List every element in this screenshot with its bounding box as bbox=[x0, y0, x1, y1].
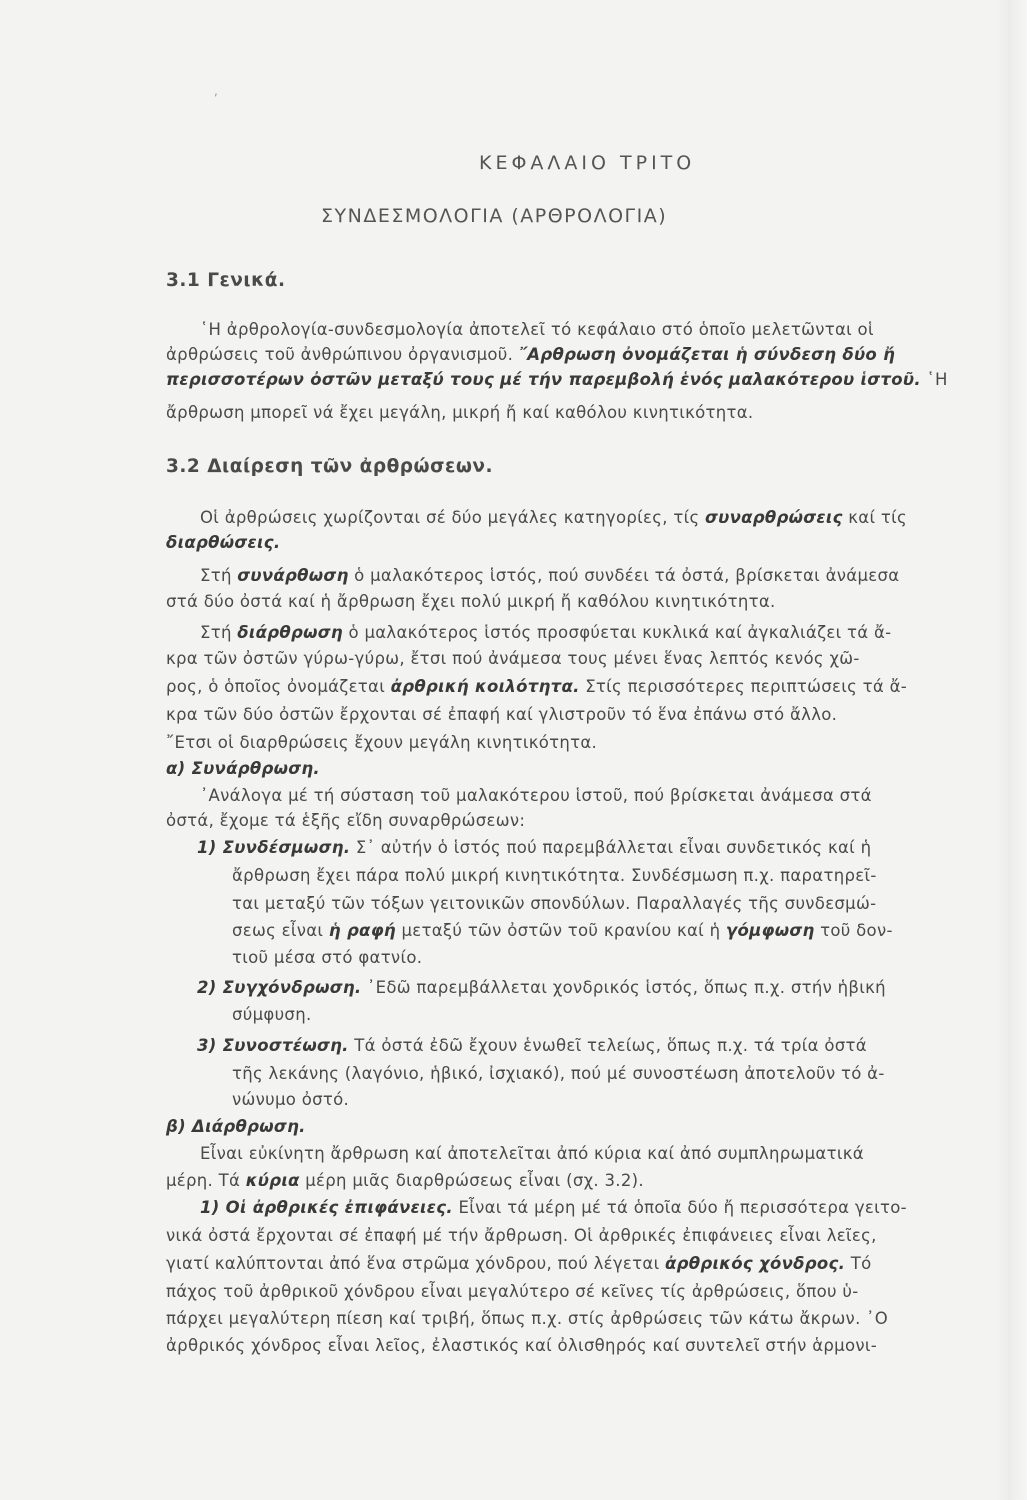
paragraph-line: πάρχει μεγαλύτερη πίεση καί τριβή, ὅπως π.χ. στίς ἀρθρώσεις τῶν κάτω ἄκρων. ᾿Ο bbox=[166, 1309, 888, 1328]
paragraph-line: ἀρθρικός χόνδρος εἶναι λεῖος, ἐλαστικός καί ὀλισθηρός καί συντελεῖ στήν ἁρμονι- bbox=[166, 1336, 878, 1355]
list-item: 1) Συνδέσμωση. Σ᾿ αὐτήν ὁ ἱστός πού παρεμβάλλεται εἶναι συνδετικός καί ἡ bbox=[197, 838, 872, 857]
section-3-1-heading: 3.1 Γενικά. bbox=[166, 270, 286, 291]
paragraph-line: στά δύο ὀστά καί ἡ ἄρθρωση ἔχει πολύ μικρή ἤ καθόλου κινητικότητα. bbox=[166, 592, 776, 611]
term-emphasis: ἀρθρική κοιλότητα. bbox=[390, 677, 580, 696]
list-term: 2) Συγχόνδρωση. bbox=[197, 978, 362, 997]
term-emphasis: διαρθώσεις. bbox=[166, 533, 281, 552]
definition-emphasis: περισσοτέρων ὀστῶν μεταξύ τους μέ τήν παρεμβολή ἑνός μαλακότερου ἱστοῦ. bbox=[166, 370, 921, 389]
list-item: 1) Οἱ ἀρθρικές ἐπιφάνειες. Εἶναι τά μέρη μέ τά ὁποῖα δύο ἤ περισσότερα γειτο- bbox=[200, 1198, 907, 1217]
list-item: 3) Συνοστέωση. Τά ὀστά ἐδῶ ἔχουν ἑνωθεῖ τελείως, ὅπως π.χ. τά τρία ὀστά bbox=[197, 1036, 867, 1055]
paragraph-line: μέρη. Τά κύρια μέρη μιᾶς διαρθρώσεως εἶναι (σχ. 3.2). bbox=[166, 1171, 644, 1190]
paragraph-line: σύμφυση. bbox=[232, 1005, 312, 1024]
term-emphasis: ἡ ραφή bbox=[328, 921, 396, 940]
paragraph-line: γιατί καλύπτονται ἀπό ἕνα στρῶμα χόνδρου, πού λέγεται ἀρθρικός χόνδρος. Τό bbox=[166, 1254, 872, 1273]
paragraph-line: ῎Ετσι οἱ διαρθρώσεις ἔχουν μεγάλη κινητικότητα. bbox=[166, 733, 598, 752]
paragraph-line: Στή συνάρθωση ὁ μαλακότερος ἱστός, πού συνδέει τά ὀστά, βρίσκεται ἀνάμεσα bbox=[200, 566, 900, 585]
subsection-b-heading: β) Διάρθρωση. bbox=[166, 1117, 306, 1136]
paragraph-line: Εἶναι εὐκίνητη ἄρθρωση καί ἀποτελεῖται ἀπό κύρια καί ἀπό συμπληρωματικά bbox=[200, 1144, 864, 1163]
term-emphasis: διάρθρωση bbox=[237, 623, 343, 642]
scan-mark: , bbox=[214, 84, 218, 98]
term-emphasis: κύρια bbox=[245, 1171, 300, 1190]
paragraph-line: ᾿Ανάλογα μέ τή σύσταση τοῦ μαλακότερου ἱστοῦ, πού βρίσκεται ἀνάμεσα στά bbox=[200, 786, 872, 805]
paragraph-line: ἄρθρωση μπορεῖ νά ἔχει μεγάλη, μικρή ἤ καί καθόλου κινητικότητα. bbox=[166, 403, 754, 422]
term-emphasis: συναρθρώσεις bbox=[705, 508, 843, 527]
paragraph-line: κρα τῶν δύο ὀστῶν ἔρχονται σέ ἐπαφή καί γλιστροῦν τό ἕνα ἐπάνω στό ἄλλο. bbox=[166, 705, 838, 724]
term-emphasis: ἀρθρικός χόνδρος. bbox=[665, 1254, 846, 1273]
section-3-2-heading: 3.2 Διαίρεση τῶν ἀρθρώσεων. bbox=[166, 456, 494, 477]
list-term: 1) Οἱ ἀρθρικές ἐπιφάνειες. bbox=[200, 1198, 453, 1217]
paragraph-line: ἀρθρώσεις τοῦ ἀνθρώπινου ὀργανισμοῦ. ῎Αρθρωση ὀνομάζεται ἡ σύνδεση δύο ἤ bbox=[166, 345, 896, 364]
paragraph-line: ἄρθρωση ἔχει πάρα πολύ μικρή κινητικότητα. Συνδέσμωση π.χ. παρατηρεῖ- bbox=[232, 866, 877, 885]
subsection-a-heading: α) Συνάρθρωση. bbox=[166, 759, 320, 778]
chapter-title: ΣΥΝΔΕΣΜΟΛΟΓΙΑ (ΑΡΘΡΟΛΟΓΙΑ) bbox=[321, 205, 668, 227]
paragraph-line: ὀστά, ἔχομε τά ἑξῆς εἴδη συναρθρώσεων: bbox=[166, 811, 526, 830]
paragraph-line: σεως εἶναι ἡ ραφή μεταξύ τῶν ὀστῶν τοῦ κρανίου καί ἡ γόμφωση τοῦ δον- bbox=[232, 921, 893, 940]
paragraph-line: πάχος τοῦ ἀρθρικοῦ χόνδρου εἶναι μεγαλύτερο σέ κεῖνες τίς ἀρθρώσεις, ὅπου ὑ- bbox=[166, 1282, 859, 1301]
paragraph-line bbox=[166, 531, 280, 554]
paragraph-line: κρα τῶν ὀστῶν γύρω-γύρω, ἔτσι πού ἀνάμεσα τους μένει ἕνας λεπτός κενός χῶ- bbox=[166, 649, 860, 668]
paragraph-line: περισσοτέρων ὀστῶν μεταξύ τους μέ τήν παρεμβολή ἑνός μαλακότερου ἱστοῦ. ῾Η bbox=[166, 370, 948, 389]
paragraph-line: νώνυμο ὀστό. bbox=[232, 1090, 350, 1109]
paragraph-line: ῾Η ἀρθρολογία-συνδεσμολογία ἀποτελεῖ τό κεφάλαιο στό ὁποῖο μελετῶνται οἱ bbox=[200, 320, 874, 339]
paragraph-line: τιοῦ μέσα στό φατνίο. bbox=[232, 948, 423, 967]
definition-emphasis: ῎Αρθρωση ὀνομάζεται ἡ σύνδεση δύο ἤ bbox=[518, 345, 896, 364]
paragraph-line: ται μεταξύ τῶν τόξων γειτονικῶν σπονδύλων. Παραλλαγές τῆς συνδεσμώ- bbox=[232, 894, 877, 913]
term-emphasis: συνάρθωση bbox=[237, 566, 349, 585]
paragraph-line: ρος, ὁ ὁποῖος ὀνομάζεται ἀρθρική κοιλότητα. Στίς περισσότερες περιπτώσεις τά ἄ- bbox=[166, 677, 908, 696]
list-item: 2) Συγχόνδρωση. ᾿Εδῶ παρεμβάλλεται χονδρικός ἱστός, ὅπως π.χ. στήν ἡβική bbox=[197, 978, 886, 997]
paragraph-line: Οἱ ἀρθρώσεις χωρίζονται σέ δύο μεγάλες κατηγορίες, τίς συναρθρώσεις καί τίς bbox=[200, 508, 907, 527]
list-term: 1) Συνδέσμωση. bbox=[197, 838, 351, 857]
paragraph-line: νικά ὀστά ἔρχονται σέ ἐπαφή μέ τήν ἄρθρωση. Οἱ ἀρθρικές ἐπιφάνειες εἶναι λεῖες, bbox=[166, 1226, 877, 1245]
term-emphasis: γόμφωση bbox=[725, 921, 815, 940]
chapter-label: ΚΕΦΑΛΑΙΟ ΤΡΙΤΟ bbox=[479, 152, 696, 174]
paragraph-line: Στή διάρθρωση ὁ μαλακότερος ἱστός προσφύεται κυκλικά καί ἀγκαλιάζει τά ἄ- bbox=[200, 623, 892, 642]
paragraph-line: τῆς λεκάνης (λαγόνιο, ἡβικό, ἰσχιακό), πού μέ συνοστέωση ἀποτελοῦν τό ἀ- bbox=[232, 1064, 885, 1083]
page-edge-shadow bbox=[997, 0, 1027, 1500]
list-term: 3) Συνοστέωση. bbox=[197, 1036, 349, 1055]
